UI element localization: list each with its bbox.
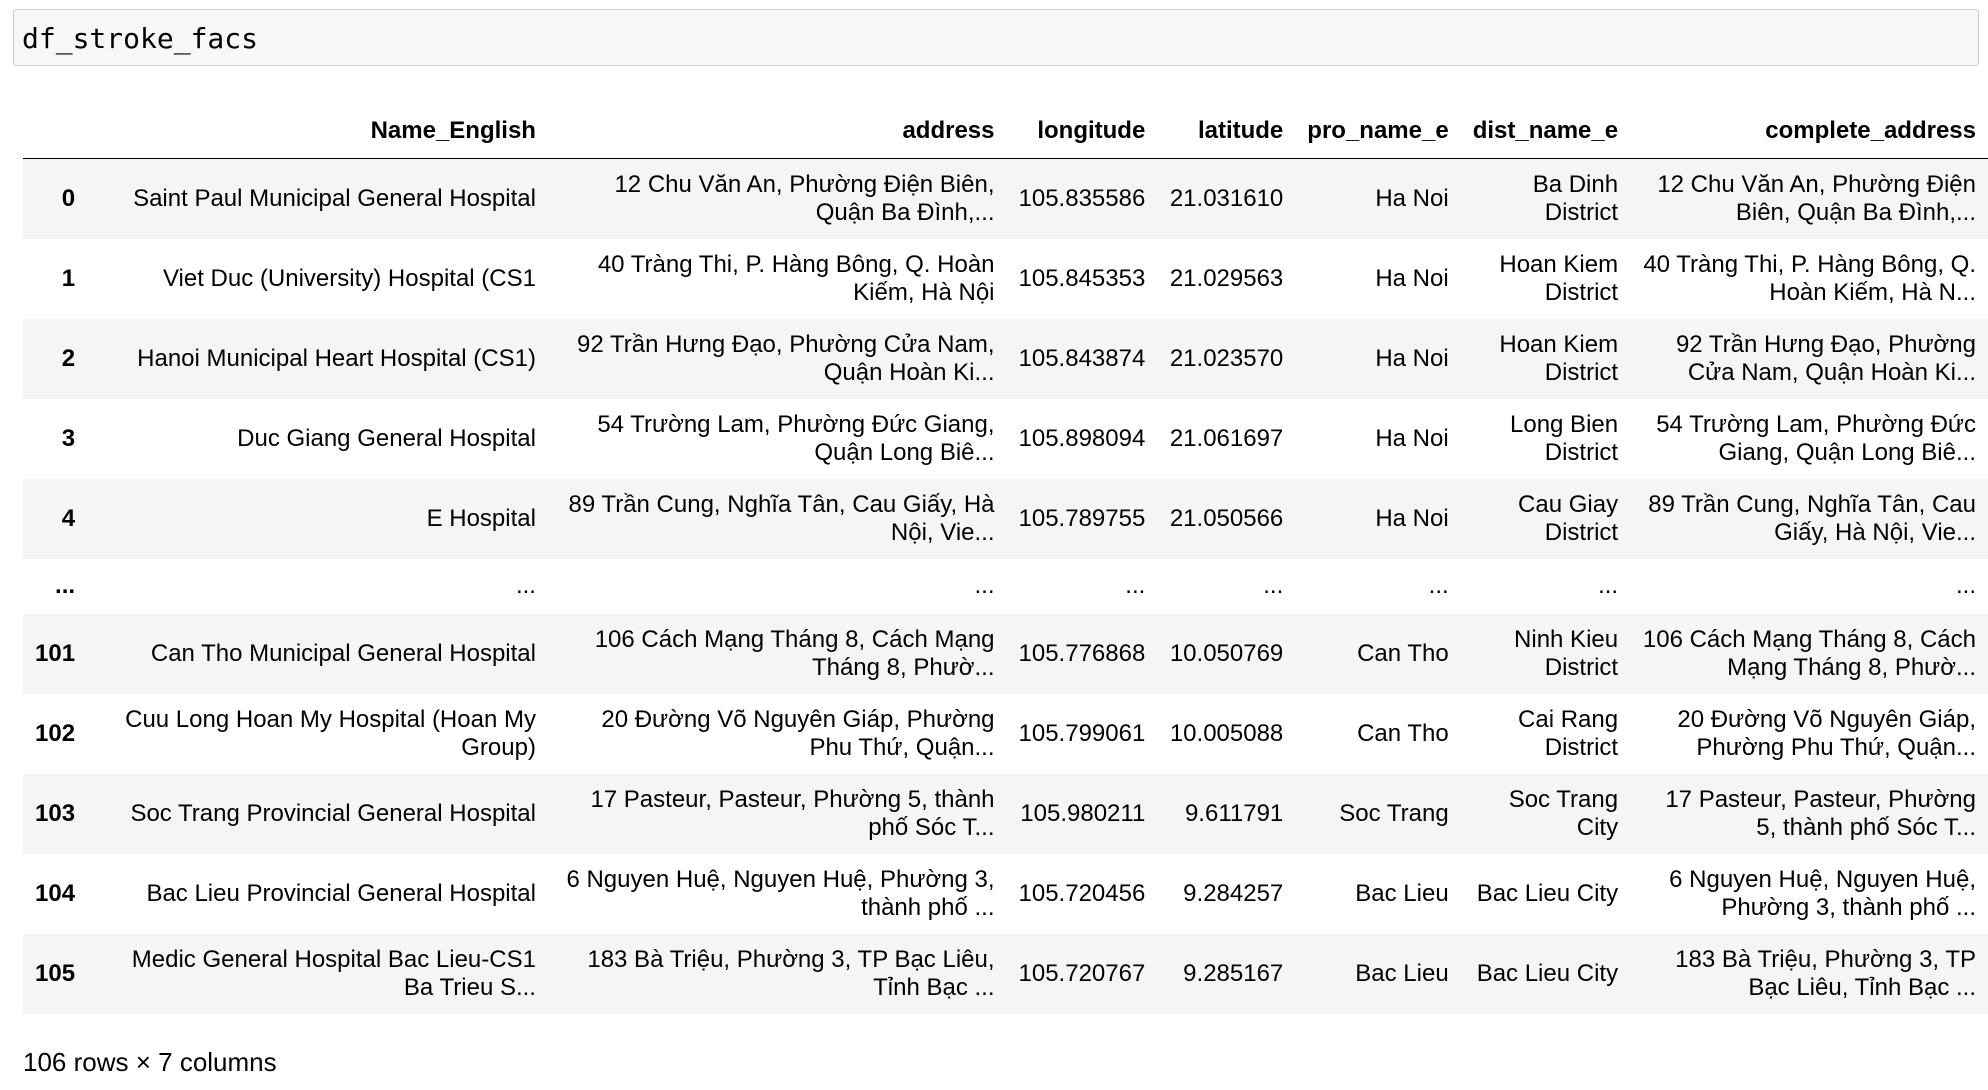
code-text[interactable]: df_stroke_facs	[22, 22, 259, 55]
row-index: 1	[61, 264, 76, 292]
cell-dist-name-e: Soc Trang City	[1508, 785, 1619, 841]
cell-complete-address: 106 Cách Mạng Tháng 8, Cách Mạng Tháng 8, Phườ...	[1642, 625, 1976, 681]
cell-pro-name-e: Ha Noi	[1375, 504, 1449, 532]
cell-address: 6 Nguyen Huệ, Nguyen Huệ, Phường 3, thành phố ...	[566, 865, 995, 921]
cell-longitude: 105.843874	[1018, 344, 1146, 372]
cell-latitude: 21.023570	[1169, 344, 1284, 372]
cell-latitude: 10.050769	[1169, 639, 1284, 667]
table-row	[23, 934, 1988, 1014]
cell-pro-name-e: ...	[1428, 572, 1449, 599]
cell-pro-name-e: Ha Noi	[1375, 184, 1449, 212]
table-row	[23, 319, 1988, 399]
cell-latitude: 9.611791	[1184, 799, 1284, 827]
cell-pro-name-e: Can Tho	[1357, 639, 1449, 667]
cell-name-english: Bac Lieu Provincial General Hospital	[146, 879, 536, 907]
cell-address: 106 Cách Mạng Tháng 8, Cách Mạng Tháng 8, Phườ...	[594, 625, 995, 681]
cell-address: 17 Pasteur, Pasteur, Phường 5, thành phố Sóc T...	[590, 785, 995, 841]
cell-longitude: 105.898094	[1018, 424, 1146, 452]
cell-complete-address: 6 Nguyen Huệ, Nguyen Huệ, Phường 3, thành phố ...	[1669, 865, 1976, 921]
cell-longitude: 105.845353	[1018, 264, 1146, 292]
cell-dist-name-e: Ba Dinh District	[1532, 170, 1619, 226]
cell-longitude: 105.980211	[1020, 799, 1146, 827]
cell-name-english: Saint Paul Municipal General Hospital	[133, 184, 536, 212]
cell-latitude: 9.285167	[1183, 959, 1284, 987]
cell-longitude: 105.799061	[1018, 719, 1146, 747]
cell-longitude: 105.720456	[1018, 879, 1146, 907]
cell-complete-address: 54 Trường Lam, Phường Đức Giang, Quận Long Biê...	[1656, 410, 1976, 466]
dataframe-shape-summary: 106 rows × 7 columns	[23, 1047, 277, 1077]
column-header-complete-address: complete_address	[1630, 104, 1988, 159]
cell-name-english: Cuu Long Hoan My Hospital (Hoan My Group)	[125, 705, 536, 761]
cell-longitude: ...	[1125, 572, 1146, 599]
cell-dist-name-e: Long Bien District	[1510, 410, 1619, 466]
row-index: 105	[35, 959, 76, 987]
cell-dist-name-e: Hoan Kiem District	[1499, 330, 1619, 386]
row-index: 3	[61, 424, 76, 452]
cell-latitude: 21.050566	[1169, 504, 1284, 532]
cell-address: 89 Trần Cung, Nghĩa Tân, Cau Giấy, Hà Nội, Vie...	[568, 490, 995, 546]
cell-dist-name-e: Bac Lieu City	[1476, 879, 1619, 907]
cell-address: 92 Trần Hưng Đạo, Phường Cửa Nam, Quận Hoàn Ki...	[577, 330, 995, 386]
table-row	[23, 694, 1988, 774]
cell-latitude: 21.061697	[1169, 424, 1284, 452]
cell-longitude: 105.720767	[1018, 959, 1146, 987]
table-row	[23, 159, 1988, 239]
cell-address: 183 Bà Triệu, Phường 3, TP Bạc Liêu, Tỉnh Bạc ...	[587, 945, 995, 1001]
cell-address: 12 Chu Văn An, Phường Điện Biên, Quận Ba Đình,...	[614, 170, 995, 226]
cell-complete-address: ...	[1955, 572, 1976, 599]
dataframe-output	[23, 104, 1988, 1014]
dataframe-table	[23, 104, 1988, 1014]
index-header	[23, 104, 87, 159]
row-index: 101	[35, 639, 76, 667]
cell-pro-name-e: Can Tho	[1357, 719, 1449, 747]
table-row	[23, 399, 1988, 479]
cell-name-english: ...	[515, 572, 536, 599]
column-header-name-english: Name_English	[87, 104, 548, 159]
cell-address: 40 Tràng Thi, P. Hàng Bông, Q. Hoàn Kiếm, Hà Nội	[597, 250, 995, 306]
cell-address: 54 Trường Lam, Phường Đức Giang, Quận Long Biê...	[597, 410, 995, 466]
table-row	[23, 239, 1988, 319]
table-row	[23, 774, 1988, 854]
table-row	[23, 479, 1988, 559]
cell-complete-address: 92 Trần Hưng Đạo, Phường Cửa Nam, Quận Hoàn Ki...	[1675, 330, 1976, 386]
cell-pro-name-e: Ha Noi	[1375, 424, 1449, 452]
row-index: 102	[35, 719, 76, 747]
table-row-ellipsis	[23, 559, 1988, 614]
row-index: ...	[55, 572, 76, 599]
cell-name-english: Viet Duc (University) Hospital (CS1	[162, 264, 536, 292]
column-header-address: address	[548, 104, 1007, 159]
cell-complete-address: 12 Chu Văn An, Phường Điện Biên, Quận Ba Đình,...	[1657, 170, 1976, 226]
cell-complete-address: 89 Trần Cung, Nghĩa Tân, Cau Giấy, Hà Nội, Vie...	[1648, 490, 1976, 546]
row-index: 2	[61, 344, 76, 372]
row-index: 104	[35, 879, 76, 907]
cell-name-english: Soc Trang Provincial General Hospital	[130, 799, 536, 827]
cell-latitude: 21.029563	[1169, 264, 1284, 292]
table-row	[23, 854, 1988, 934]
cell-latitude: 10.005088	[1169, 719, 1284, 747]
row-index: 4	[61, 504, 76, 532]
cell-latitude: ...	[1263, 572, 1284, 599]
cell-dist-name-e: Hoan Kiem District	[1499, 250, 1619, 306]
code-cell-input[interactable]	[13, 9, 1979, 66]
cell-longitude: 105.789755	[1018, 504, 1146, 532]
cell-dist-name-e: Ninh Kieu District	[1514, 625, 1619, 681]
table-row	[23, 614, 1988, 694]
row-index: 0	[61, 184, 76, 212]
cell-complete-address: 183 Bà Triệu, Phường 3, TP Bạc Liêu, Tỉnh Bạc ...	[1675, 945, 1976, 1001]
cell-dist-name-e: ...	[1598, 572, 1619, 599]
cell-complete-address: 40 Tràng Thi, P. Hàng Bông, Q. Hoàn Kiếm, Hà N...	[1643, 250, 1976, 306]
cell-address: ...	[974, 572, 995, 599]
cell-name-english: Can Tho Municipal General Hospital	[150, 639, 536, 667]
column-header-latitude: latitude	[1157, 104, 1295, 159]
cell-address: 20 Đường Võ Nguyên Giáp, Phường Phu Thứ, Quận...	[601, 705, 995, 761]
row-index: 103	[35, 799, 76, 827]
cell-longitude: 105.835586	[1018, 184, 1146, 212]
cell-pro-name-e: Ha Noi	[1375, 344, 1449, 372]
cell-name-english: Medic General Hospital Bac Lieu-CS1 Ba Trieu S...	[131, 945, 536, 1001]
cell-pro-name-e: Ha Noi	[1375, 264, 1449, 292]
cell-pro-name-e: Soc Trang	[1339, 799, 1449, 827]
cell-complete-address: 20 Đường Võ Nguyên Giáp, Phường Phu Thứ, Quận...	[1677, 705, 1976, 761]
header-row	[23, 104, 1988, 159]
cell-pro-name-e: Bac Lieu	[1355, 879, 1449, 907]
cell-name-english: Hanoi Municipal Heart Hospital (CS1)	[137, 344, 536, 372]
cell-name-english: Duc Giang General Hospital	[237, 424, 536, 452]
cell-latitude: 21.031610	[1169, 184, 1284, 212]
cell-pro-name-e: Bac Lieu	[1355, 959, 1449, 987]
column-header-dist-name-e: dist_name_e	[1461, 104, 1630, 159]
cell-dist-name-e: Bac Lieu City	[1476, 959, 1619, 987]
cell-latitude: 9.284257	[1183, 879, 1284, 907]
cell-dist-name-e: Cai Rang District	[1518, 705, 1619, 761]
column-header-pro-name-e: pro_name_e	[1295, 104, 1460, 159]
cell-longitude: 105.776868	[1018, 639, 1146, 667]
column-header-longitude: longitude	[1007, 104, 1158, 159]
cell-dist-name-e: Cau Giay District	[1518, 490, 1619, 546]
cell-complete-address: 17 Pasteur, Pasteur, Phường 5, thành phố Sóc T...	[1665, 785, 1976, 841]
cell-name-english: E Hospital	[426, 504, 536, 532]
